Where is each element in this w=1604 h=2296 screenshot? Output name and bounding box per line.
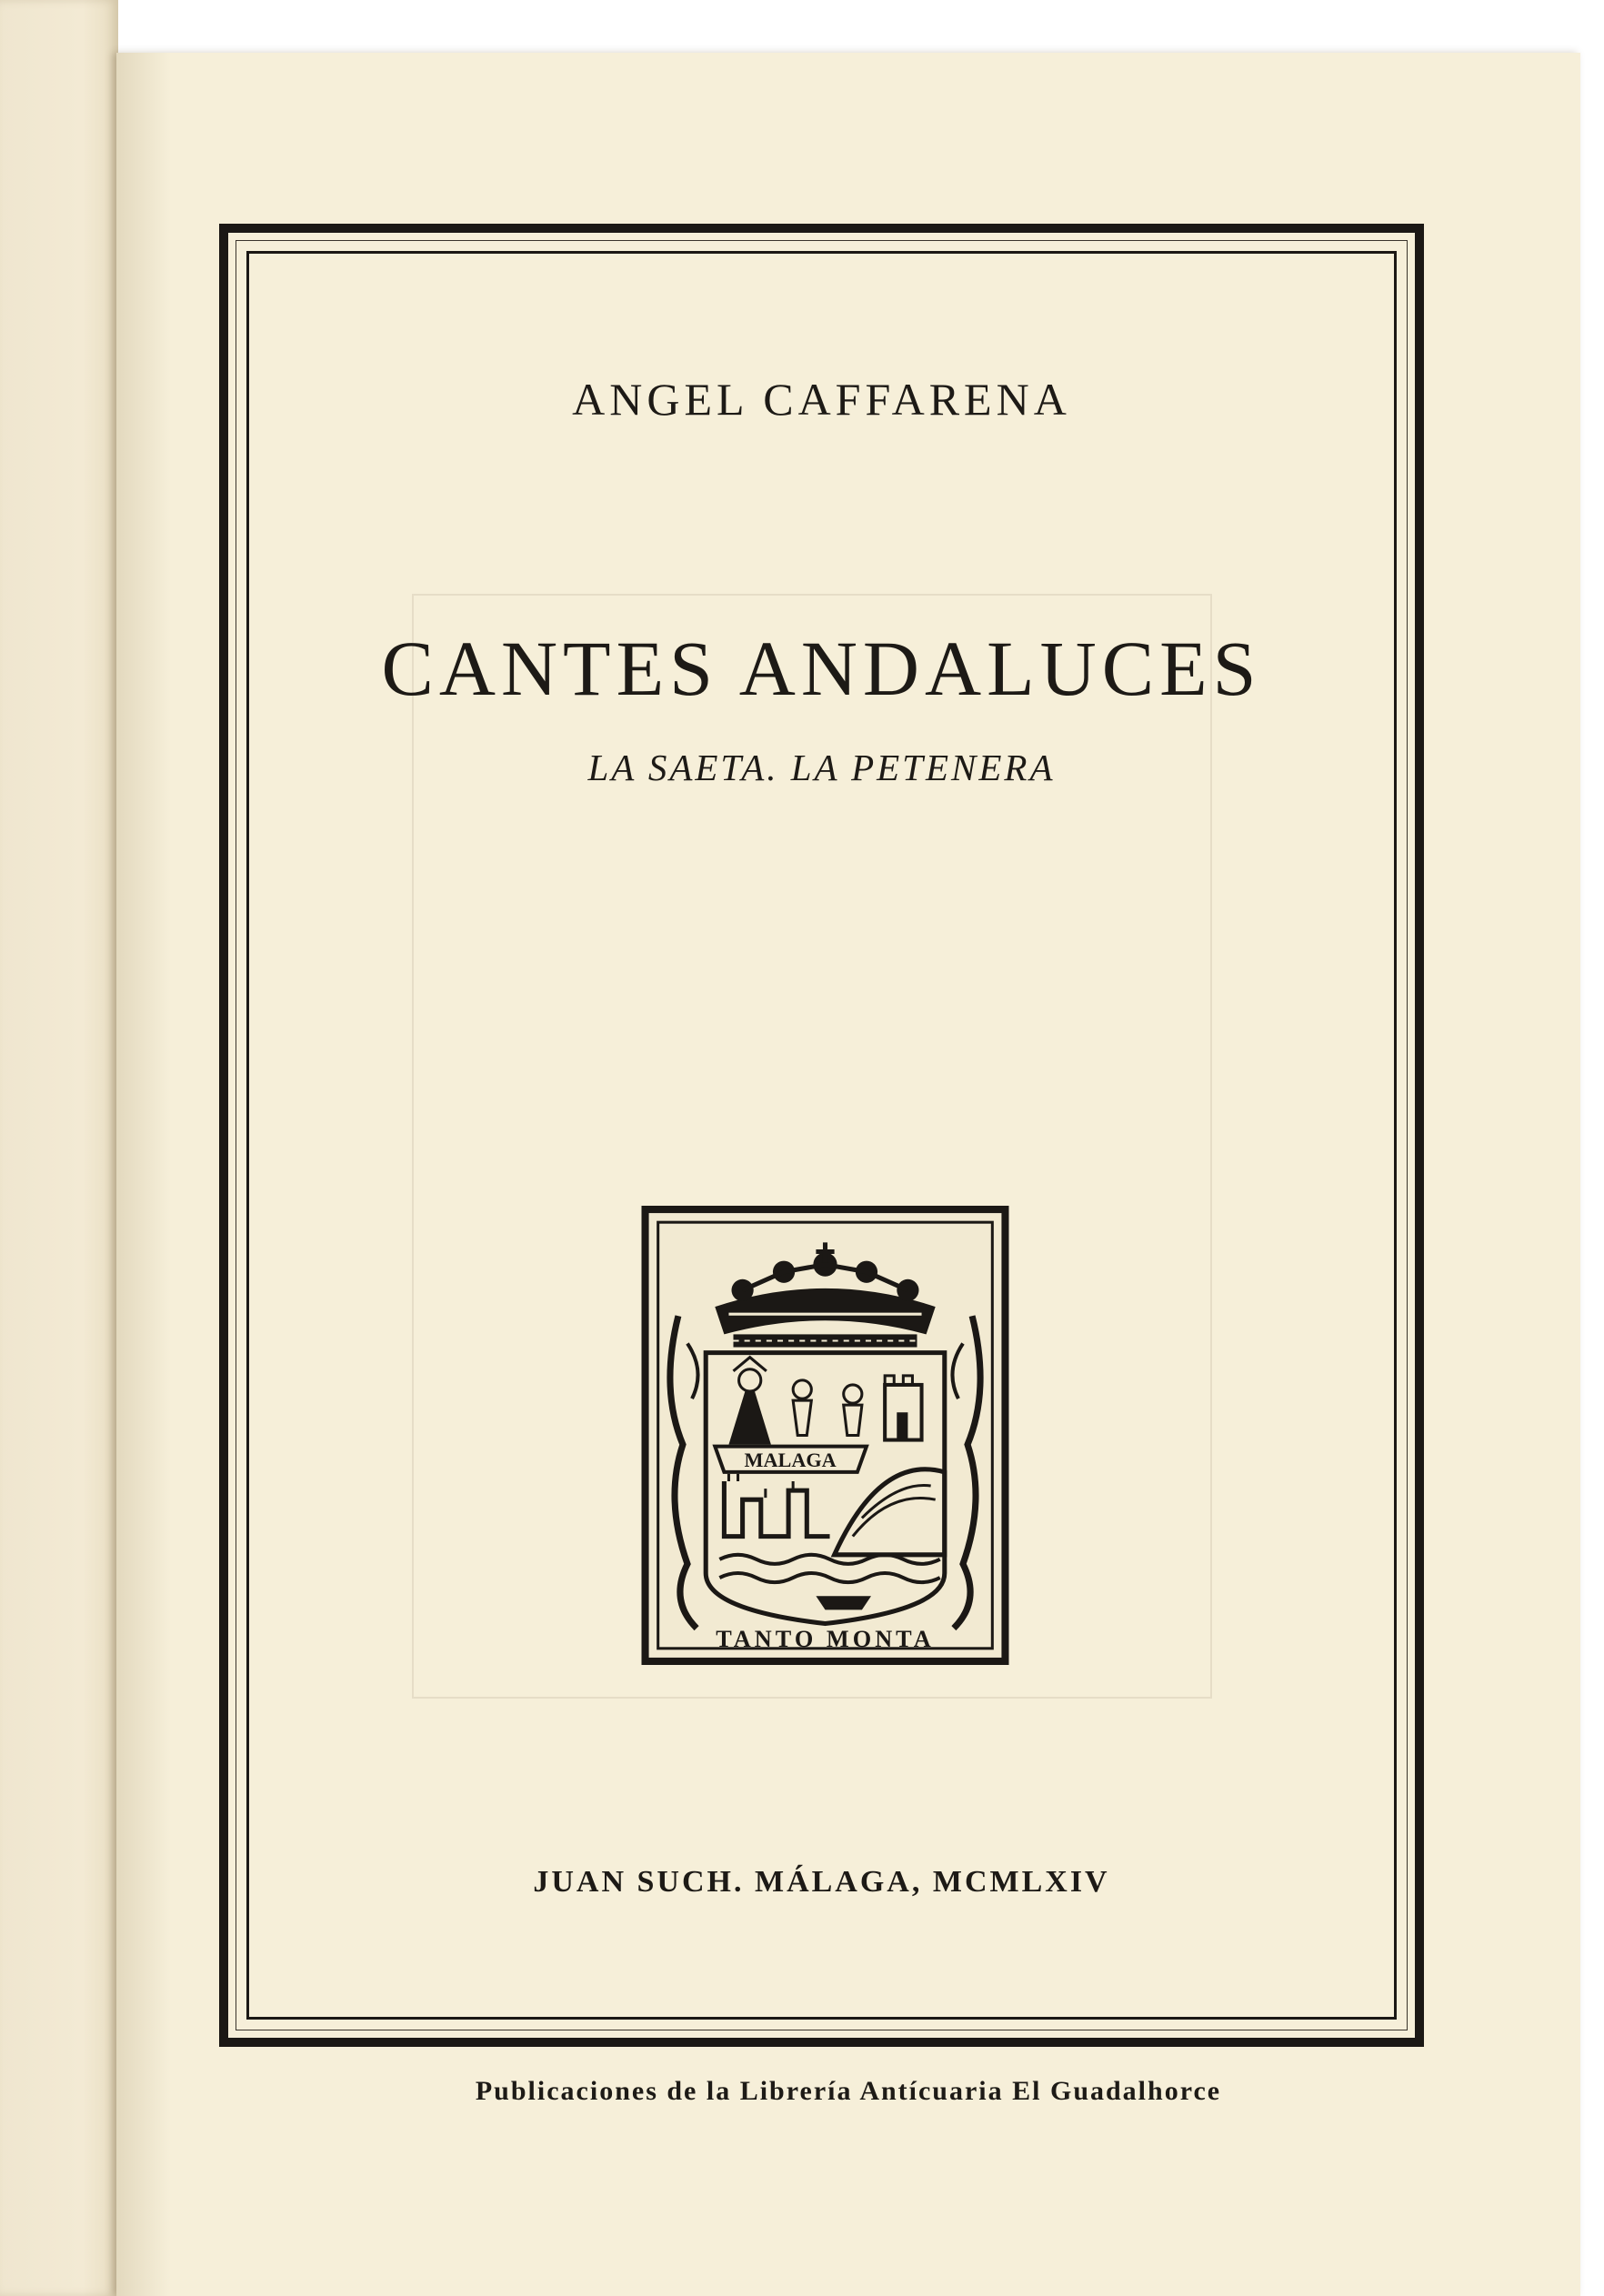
gutter-shadow (116, 53, 171, 2296)
book-title: CANTES ANDALUCES (381, 625, 1262, 712)
publisher-imprint: JUAN SUCH. MÁLAGA, MCMLXIV (533, 1865, 1110, 1899)
book-subtitle: LA SAETA. LA PETENERA (587, 747, 1056, 788)
emblem-motto-text: TANTO MONTA (716, 1625, 935, 1652)
left-page-edge (0, 0, 118, 2296)
malaga-coat-of-arms-icon (641, 1206, 1009, 1665)
emblem-banner-text: MALAGA (744, 1448, 837, 1471)
title-page (116, 53, 1580, 2296)
author-name: ANGEL CAFFARENA (572, 374, 1071, 425)
series-note: Publicaciones de la Librería Antícuaria El Guadalhorce (475, 2076, 1222, 2106)
